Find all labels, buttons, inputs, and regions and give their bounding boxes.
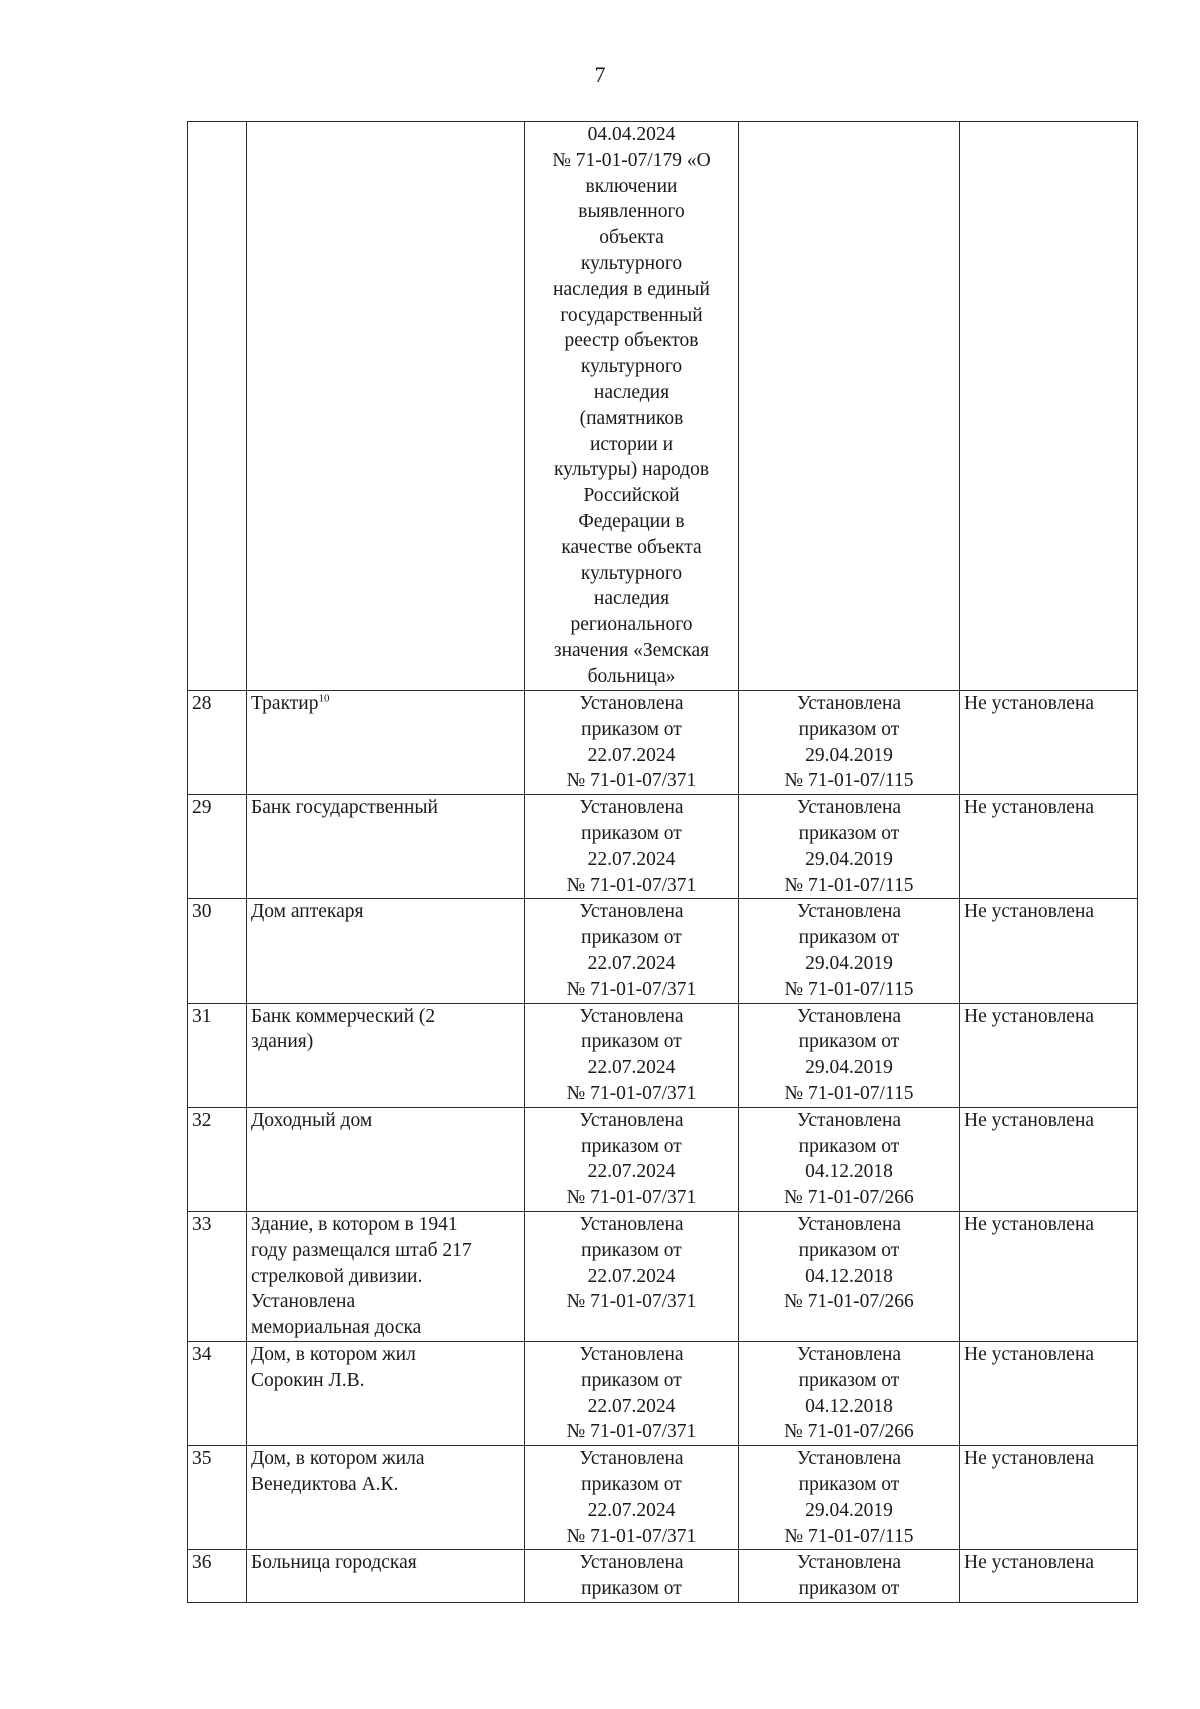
cell-number: 35 (188, 1446, 247, 1550)
order-text-line: регионального (570, 614, 693, 636)
protection-zones-line: 29.04.2019 (805, 744, 893, 766)
order-text-line: № 71-01-07/371 (566, 1291, 697, 1313)
cell-protection-zones (739, 1550, 960, 1603)
heritage-objects-table (187, 121, 1138, 1603)
protection-zones-line: Установлена (796, 901, 902, 923)
order-text-line: Установлена (579, 1552, 684, 1574)
protection-zones-line: № 71-01-07/115 (784, 1525, 914, 1547)
protection-zones-line: Установлена (796, 1552, 902, 1574)
protection-zones-line: Установлена (796, 693, 902, 714)
cell-protection-zones (739, 122, 960, 691)
order-text-line: приказом от (581, 1239, 682, 1261)
cell-status: Не установлена (960, 1446, 1138, 1550)
cell-order-text (525, 1107, 739, 1211)
page-number: 7 (594, 62, 606, 87)
order-text-line: 22.07.2024 (587, 1057, 676, 1079)
protection-zones-line: 04.12.2018 (805, 1161, 893, 1183)
protection-zones-line: приказом от (798, 1578, 900, 1600)
table-row (188, 1003, 1138, 1107)
protection-zones-line: 29.04.2019 (805, 1057, 893, 1079)
object-name-line: Банк коммерческий (2 (251, 1005, 436, 1027)
order-text-line: Установлена (579, 1213, 684, 1235)
cell-object-name (247, 899, 525, 1003)
order-text-line: выявленного (578, 201, 685, 223)
order-text-line: Установлена (579, 901, 684, 923)
cell-protection-zones (739, 1003, 960, 1107)
object-name-line: Сорокин Л.В. (251, 1369, 365, 1391)
cell-protection-zones (739, 1107, 960, 1211)
order-text-line: приказом от (581, 927, 682, 949)
cell-object-name (247, 122, 525, 691)
order-text-line: реестр объектов (564, 330, 699, 352)
object-name-line: Дом, в котором жила (251, 1448, 425, 1470)
protection-zones-line: 04.12.2018 (805, 1395, 893, 1417)
cell-protection-zones (739, 1446, 960, 1550)
cell-object-name (247, 1550, 525, 1603)
cell-number: 30 (188, 899, 247, 1003)
order-text-line: 22.07.2024 (587, 1265, 676, 1287)
cell-number: 32 (188, 1107, 247, 1211)
object-name-line: стрелковой дивизии. (251, 1265, 423, 1287)
cell-status: Не установлена (960, 1211, 1138, 1341)
order-text-line: № 71-01-07/371 (566, 1525, 697, 1547)
protection-zones-line: № 71-01-07/115 (784, 1082, 914, 1104)
order-text-line: объекта (599, 227, 664, 249)
object-name-line: Доходный дом (251, 1109, 373, 1131)
cell-order-text (525, 1446, 739, 1550)
protection-zones-line: Установлена (796, 1005, 902, 1027)
object-name-line: Установлена (251, 1291, 356, 1313)
order-text-line: государственный (560, 304, 703, 326)
order-text-line: № 71-01-07/371 (566, 1082, 697, 1104)
order-text-line: Установлена (579, 1343, 684, 1365)
object-name-line: Дом аптекаря (251, 901, 364, 923)
cell-number: 36 (188, 1550, 247, 1603)
cell-order-text (525, 899, 739, 1003)
table-body (188, 122, 1138, 1603)
cell-protection-zones (739, 899, 960, 1003)
protection-zones-line: № 71-01-07/266 (784, 1421, 914, 1443)
order-text-line: № 71-01-07/179 «О (552, 149, 711, 171)
order-text-line: № 71-01-07/371 (566, 770, 697, 792)
cell-order-text (525, 795, 739, 899)
order-text-line: Установлена (579, 1109, 684, 1131)
order-text-line: больница» (587, 665, 676, 687)
cell-order-text (525, 1341, 739, 1445)
cell-object-name (247, 1211, 525, 1341)
order-text-line: 22.07.2024 (587, 848, 676, 870)
table-row (188, 1550, 1138, 1603)
cell-object-name (247, 795, 525, 899)
cell-status: Не установлена (960, 1341, 1138, 1445)
cell-object-name (247, 1107, 525, 1211)
cell-object-name (247, 1003, 525, 1107)
order-text-line: включении (585, 175, 678, 197)
cell-status (960, 122, 1138, 691)
object-name-line: Здание, в котором в 1941 (251, 1213, 458, 1235)
order-text-line: № 71-01-07/371 (566, 1421, 697, 1443)
cell-order-text (525, 1550, 739, 1603)
order-text-line: приказом от (581, 1031, 682, 1053)
cell-number (188, 122, 247, 691)
table-row (188, 1341, 1138, 1445)
protection-zones-line: приказом от (798, 1239, 900, 1261)
protection-zones-line: 04.12.2018 (805, 1265, 893, 1287)
order-text-line: (памятников (579, 407, 684, 429)
object-name-line: Банк государственный (251, 797, 438, 819)
order-text-line: наследия (593, 588, 670, 610)
protection-zones-line: приказом от (798, 1369, 900, 1391)
cell-object-name (247, 691, 525, 795)
cell-object-name (247, 1446, 525, 1550)
object-name-line: Больница городская (251, 1552, 417, 1574)
order-text-line: 22.07.2024 (587, 744, 676, 766)
object-name-line: Дом, в котором жил (251, 1343, 416, 1365)
footnote-marker: 10 (318, 692, 330, 705)
protection-zones-line: приказом от (798, 1135, 900, 1157)
protection-zones-line: приказом от (798, 1473, 900, 1495)
cell-protection-zones (739, 1211, 960, 1341)
cell-order-text (525, 691, 739, 795)
table-row (188, 899, 1138, 1003)
table-row (188, 691, 1138, 795)
protection-zones-line: приказом от (798, 718, 900, 740)
cell-number: 34 (188, 1341, 247, 1445)
order-text-line: 04.04.2024 (587, 124, 676, 145)
order-text-line: значения «Земская (553, 639, 710, 661)
order-text-line: Установлена (579, 797, 684, 819)
object-name-text: Трактир (251, 693, 319, 714)
cell-protection-zones (739, 691, 960, 795)
order-text-line: 22.07.2024 (587, 1395, 676, 1417)
order-text-line: культурного (580, 252, 683, 274)
cell-order-text (525, 122, 739, 691)
order-text-line: приказом от (581, 718, 682, 740)
cell-number: 31 (188, 1003, 247, 1107)
cell-status: Не установлена (960, 691, 1138, 795)
protection-zones-line: приказом от (798, 822, 900, 844)
cell-object-name (247, 1341, 525, 1445)
protection-zones-line: 29.04.2019 (805, 1499, 893, 1521)
protection-zones-line: Установлена (796, 1109, 902, 1131)
cell-status: Не установлена (960, 899, 1138, 1003)
protection-zones-line: Установлена (796, 1343, 902, 1365)
order-text-line: приказом от (581, 1135, 682, 1157)
protection-zones-line: Установлена (796, 1213, 902, 1235)
order-text-line: культурного (580, 562, 683, 584)
table-row (188, 1107, 1138, 1211)
cell-status: Не установлена (960, 1550, 1138, 1603)
cell-order-text (525, 1003, 739, 1107)
cell-order-text (525, 1211, 739, 1341)
cell-status: Не установлена (960, 1107, 1138, 1211)
protection-zones-line: приказом от (798, 1031, 900, 1053)
order-text-line: качестве объекта (561, 536, 702, 558)
object-name-line: здания) (251, 1031, 314, 1053)
table-row-continued (188, 122, 1138, 691)
order-text-line: истории и (589, 433, 674, 455)
table-row (188, 1211, 1138, 1341)
protection-zones-line: № 71-01-07/115 (784, 874, 914, 896)
order-text-line: Федерации в (578, 510, 685, 532)
protection-zones-line: № 71-01-07/266 (784, 1187, 914, 1209)
table-row (188, 1446, 1138, 1550)
cell-status: Не установлена (960, 1003, 1138, 1107)
protection-zones-line: Установлена (796, 1448, 902, 1470)
order-text-line: приказом от (581, 1369, 682, 1391)
order-text-line: 22.07.2024 (587, 1499, 676, 1521)
order-text-line: наследия (593, 381, 670, 403)
order-text-line: № 71-01-07/371 (566, 874, 697, 896)
order-text-line: Установлена (579, 693, 684, 714)
cell-status: Не установлена (960, 795, 1138, 899)
order-text-line: приказом от (581, 1578, 682, 1600)
order-text-line: № 71-01-07/371 (566, 1187, 697, 1209)
object-name-line: году размещался штаб 217 (251, 1239, 472, 1261)
cell-protection-zones (739, 795, 960, 899)
order-text-line: Российской (583, 485, 680, 507)
protection-zones-line: № 71-01-07/266 (784, 1291, 914, 1313)
order-text-line: приказом от (581, 822, 682, 844)
protection-zones-line: приказом от (798, 927, 900, 949)
order-text-line: культуры) народов (553, 459, 710, 481)
protection-zones-line: № 71-01-07/115 (784, 770, 914, 792)
order-text-line: Установлена (579, 1005, 684, 1027)
object-name-line: мемориальная доска (251, 1317, 422, 1339)
order-text-line: культурного (580, 356, 683, 378)
protection-zones-line: 29.04.2019 (805, 952, 893, 974)
order-text-line: № 71-01-07/371 (566, 978, 697, 1000)
cell-number: 28 (188, 691, 247, 795)
protection-zones-line: 29.04.2019 (805, 848, 893, 870)
protection-zones-line: Установлена (796, 797, 902, 819)
order-text-line: 22.07.2024 (587, 952, 676, 974)
object-name-line (251, 691, 520, 717)
order-text-line: наследия в единый (553, 278, 710, 300)
object-name-line: Венедиктова А.К. (251, 1473, 399, 1495)
order-text-line: Установлена (579, 1448, 684, 1470)
table-row (188, 795, 1138, 899)
protection-zones-line: № 71-01-07/115 (784, 978, 914, 1000)
cell-number: 29 (188, 795, 247, 899)
cell-number: 33 (188, 1211, 247, 1341)
order-text-line: приказом от (581, 1473, 682, 1495)
order-text-line: 22.07.2024 (587, 1161, 676, 1183)
cell-protection-zones (739, 1341, 960, 1445)
